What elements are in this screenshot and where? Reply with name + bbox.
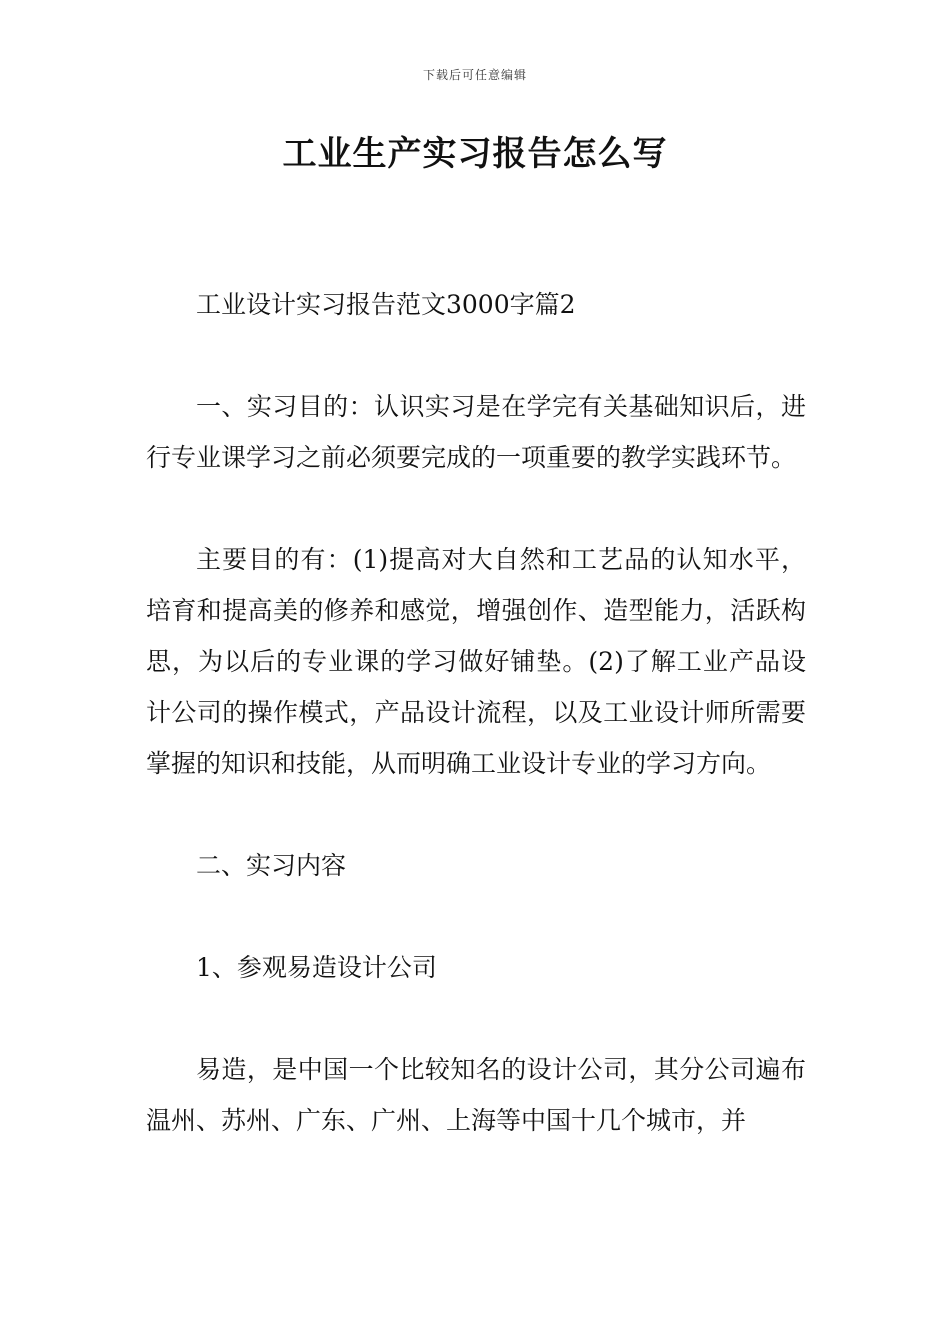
paragraph-gap <box>146 993 806 1044</box>
paragraph-main-goals: 主要目的有：(1)提高对大自然和工艺品的认知水平，培育和提高美的修养和感觉，增强创作、造型能力，活跃构思，为以后的专业课的学习做好铺垫。(2)了解工业产品设计公司的操作模式，产品设计流程，以及工业设计师所需要掌握的知识和技能，从而明确工业设计专业的学习方向。 <box>146 545 806 778</box>
document-body <box>146 279 806 1146</box>
paragraph-gap <box>146 330 806 381</box>
paragraph-gap <box>146 789 806 840</box>
paragraph-subheading: 1、参观易造设计公司 <box>196 953 437 982</box>
paragraph-gap <box>146 891 806 942</box>
paragraph-purpose: 一、实习目的：认识实习是在学完有关基础知识后，进行专业课学习之前必须要完成的一项重要的教学实践环节。 <box>146 392 806 472</box>
paragraph-content-heading: 二、实习内容 <box>196 851 347 880</box>
paragraph-gap <box>146 483 806 534</box>
paragraph-company-intro: 易造，是中国一个比较知名的设计公司，其分公司遍布温州、苏州、广东、广州、上海等中国十几个城市，并 <box>146 1055 806 1135</box>
document-title: 工业生产实习报告怎么写 <box>282 134 668 174</box>
header-note: 下载后可任意编辑 <box>422 68 527 82</box>
section-heading: 工业设计实习报告范文3000字篇2 <box>196 290 576 319</box>
